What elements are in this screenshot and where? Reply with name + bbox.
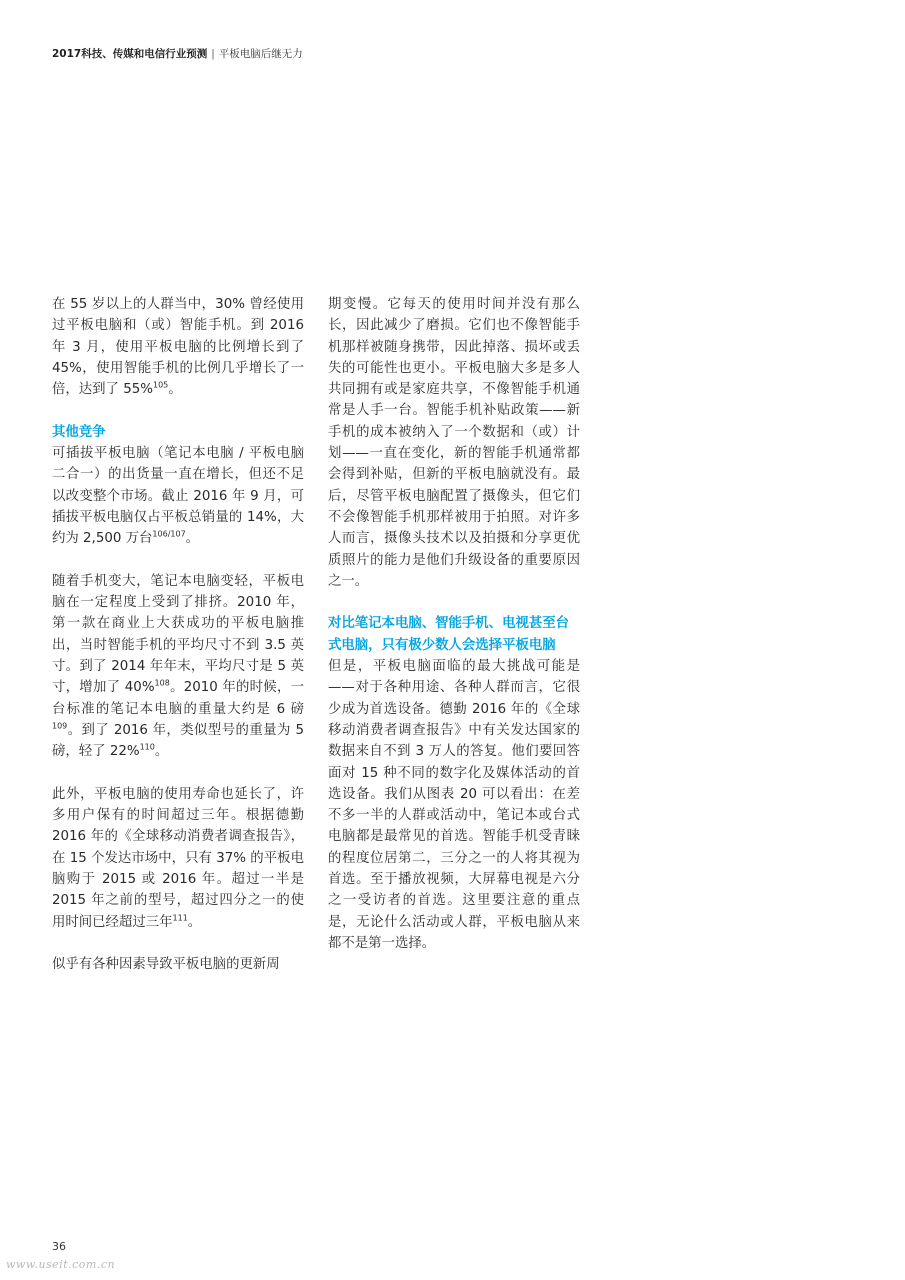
right-column — [328, 294, 580, 976]
left-column — [52, 294, 304, 997]
paragraph-refresh-cycle: 似乎有各种因素导致平板电脑的更新周 — [52, 957, 280, 973]
running-header — [52, 46, 303, 61]
paragraph-detachables: 可插拔平板电脑（笔记本电脑 / 平板电脑二合一）的出货量一直在增长，但还不足以改变整个市场。截止 2016 年 9 月，可插拔平板电脑仅占平板总销量的 14%，大约为 2,500 万台$^{106/107}$。 — [52, 446, 304, 547]
footnote-ref: 108 — [154, 678, 170, 688]
section-heading-first-choice: 对比笔记本电脑、智能手机、电视甚至台式电脑，只有极少数人会选择平板电脑 — [328, 616, 570, 653]
footnote-ref: 110 — [139, 742, 155, 752]
footnote-ref: 109 — [52, 721, 68, 731]
paragraph-phones-laptops: 随着手机变大，笔记本电脑变轻，平板电脑在一定程度上受到了排挤。2010 年，第一款在商业上大获成功的平板电脑推出，当时智能手机的平均尺寸不到 3.5 英寸。到了 2014 年年末，平均尺寸是 5 英寸，增加了 40%$^{108}$。2010 年的时候，一台标准的笔记本电脑的重量大约是 6 磅$^{109}$。到了 2016 年，类似型号的重量为 5 磅，轻了 22%$^{110}$。 — [52, 573, 304, 760]
footnote-ref: 111 — [172, 913, 188, 923]
watermark: www.useit.com.cn — [6, 1258, 116, 1271]
paragraph-lifespan: 此外，平板电脑的使用寿命也延长了，许多用户保有的时间超过三年。根据德勤 2016 年的《全球移动消费者调查报告》，在 15 个发达市场中，只有 37% 的平板电脑购于 2015 或 2016 年。超过一半是 2015 年之前的型号，超过四分之一的使用时间已经超过三年$^{111}$。 — [52, 786, 304, 930]
paragraph-refresh-cycle-cont: 期变慢。它每天的使用时间并没有那么长，因此减少了磨损。它们也不像智能手机那样被随身携带，因此掉落、损坏或丢失的可能性也更小。平板电脑大多是多人共同拥有或是家庭共享，不像智能手机通常是人手一台。智能手机补贴政策——新手机的成本被纳入了一个数据和（或）计划——一直在变化，新的智能手机通常都会得到补贴，但新的平板电脑就没有。最后，尽管平板电脑配置了摄像头，但它们不会像智能手机那样被用于拍照。对许多人而言，摄像头技术以及拍摄和分享更优质照片的能力是他们升级设备的重要原因之一。 — [328, 297, 580, 589]
paragraph-first-choice: 但是，平板电脑面临的最大挑战可能是——对于各种用途、各种人群而言，它很少成为首选设备。德勤 2016 年的《全球移动消费者调查报告》中有关发达国家的数据来自不到 3 万人的答复。他们要回答面对 15 种不同的数字化及媒体活动的首选设备。我们从图表 20 可以看出：在差不多一半的人群或活动中，笔记本或台式电脑都是最常见的首选。智能手机受青睐的程度位居第二，三分之一的人将其视为首选。至于播放视频，大屏幕电视是六分之一受访者的首选。这里要注意的重点是，无论什么活动或人群，平板电脑从来都不是第一选择。 — [328, 659, 580, 951]
footnote-ref: 106/107 — [152, 529, 186, 539]
chapter-title: 平板电脑后继无力 — [218, 48, 303, 60]
page-number: 36 — [52, 1240, 66, 1253]
footnote-ref: 105 — [152, 380, 169, 390]
section-heading-other-competition: 其他竞争 — [52, 424, 106, 440]
report-title: 2017科技、传媒和电信行业预测 — [52, 48, 208, 60]
paragraph-55-plus: 在 55 岁以上的人群当中，30% 曾经使用过平板电脑和（或）智能手机。到 2016 年 3 月，使用平板电脑的比例增长到了 45%，使用智能手机的比例几乎增长了一倍，达到了 55%$^{105}$。 — [52, 297, 304, 398]
header-separator: | — [211, 48, 215, 60]
